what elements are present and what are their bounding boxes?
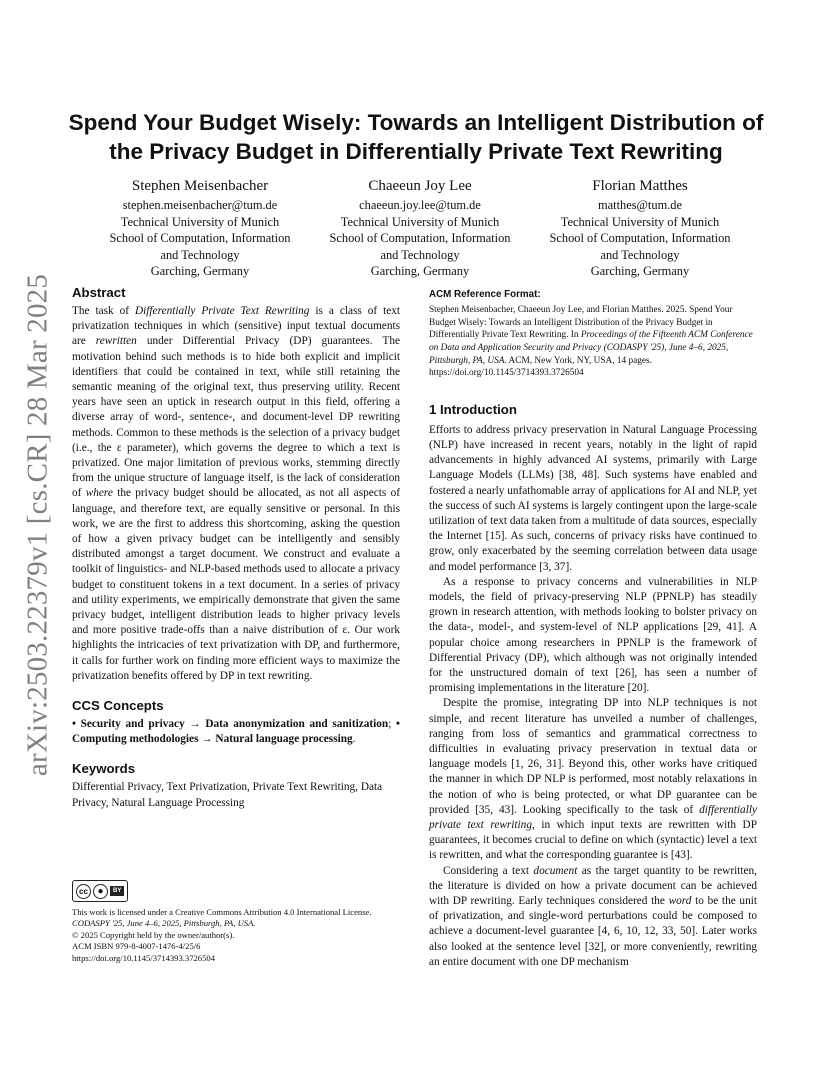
paragraph-part: to be the unit of privatization, and single-word perturbations could be composed to achieve a document-level guarantee [4, 6, 10, 12, 33, 50]. Later works also looked at the sentence level [32], or more conveniently, rewriting an entire document with one DP mechanism [429, 895, 757, 968]
intro-paragraph-4 [429, 864, 757, 970]
author-department: School of Computation, Information [329, 231, 511, 245]
acm-reference-text [429, 304, 757, 380]
intro-paragraph-1: Efforts to address privacy preservation in Natural Language Processing (NLP) have increased in recent years, notably in the light of rapid advancements in highly advanced AI systems, primarily with Large Language Models (LLMs) [38, 48]. Such systems have enabled and fostered a nearly unfathomable array of applications for AI and NLP, yet the success of such AI systems is largely contingent upon the large-scale utilization of text data taken from a multitude of data sources, especially the Internet [15]. As such, concerns of privacy risks have continued to grow, only exacerbated by the seeming correlation between data usage and model performance [3, 37]. [429, 423, 757, 573]
right-column [429, 287, 757, 970]
abstract-emphasis: Differentially Private Text Rewriting [134, 305, 310, 317]
by-label: BY [110, 886, 124, 896]
author-email: stephen.meisenbacher@tum.de [122, 198, 278, 212]
ccs-heading: CCS Concepts [72, 698, 164, 714]
author-department: School of Computation, Information [549, 231, 731, 245]
paragraph-part: as the target quantity to be rewritten, the literature is divided on how a private document can be achieved with DP rewriting. Early techniques considered the [429, 864, 757, 908]
acm-reference-heading: ACM Reference Format: [429, 289, 541, 300]
cc-logo-icon: cc [76, 884, 91, 899]
author-name: Florian Matthes [592, 178, 688, 194]
abstract-text-part: The task of [72, 305, 135, 317]
license-isbn: ACM ISBN 979-8-4007-1476-4/25/6 [72, 941, 201, 952]
left-column [72, 285, 400, 811]
author-department-cont: and Technology [600, 247, 680, 262]
paragraph-part: , in which input texts are rewritten with DP guarantees, it becomes crucial to define on which (syntactic) level a text is rewritten, and what the corresponding guarantee is [43]. [429, 819, 757, 862]
author-affiliation: Technical University of Munich [120, 214, 280, 229]
license-block [72, 880, 402, 964]
cc-by-badge[interactable] [72, 880, 128, 902]
author-name: Stephen Meisenbacher [131, 178, 269, 194]
reference-venue: Proceedings of the Fifteenth ACM Conference on Data and Application Security and Privacy (CODASPY '25), June 4–6, 2025, Pittsburgh, PA, USA. [429, 330, 753, 366]
ccs-end: . [352, 733, 356, 746]
paragraph-emphasis: differentially private text rewriting [429, 803, 757, 832]
abstract-emphasis: where [85, 487, 113, 500]
intro-paragraph-3 [429, 696, 757, 863]
license-venue: CODASPY '25, June 4–6, 2025, Pittsburgh, PA, USA. [72, 918, 256, 929]
license-doi-link[interactable]: https://doi.org/10.1145/3714393.3726504 [72, 952, 215, 963]
introduction-heading: 1 Introduction [429, 401, 517, 417]
author-block [90, 176, 750, 280]
author-3 [530, 176, 750, 280]
reference-part: ACM, New York, NY, USA, 14 pages. https://doi.org/10.1145/3714393.3726504 [429, 355, 652, 379]
paragraph-part: Despite the promise, integrating DP into NLP techniques is not simple, and recent literature has unveiled a number of challenges, ranging from loss of semantics and grammatical correctness to difficulties in evaluating privacy preservation in textual data or language models [1, 26, 31]. Beyond this, other works have critiqued the manner in which DP NLP is performed, most notably relaxations in the notion of who is being protected, or what DP guarantee can be provided [35, 43]. Looking specifically to the task of [429, 697, 757, 816]
paragraph-emphasis: document [533, 864, 578, 877]
license-line: This work is licensed under a Creative Commons Attribution 4.0 International License. [72, 907, 372, 917]
ccs-concept-2: • Computing methodologies → Natural language processing [72, 718, 400, 746]
paper-title [60, 108, 772, 166]
abstract-text-part: the privacy budget should be allocated, as not all aspects of language, and therefore text, are equally sensitive or personal. In this work, we are the first to address this shortcoming, asking the question of how a given privacy budget can be intelligently and sensibly distributed amongst a target document. We construct and evaluate a toolkit of linguistics- and NLP-based methods used to allocate a privacy budget to constituent tokens in a text document. In a series of privacy and utility experiments, we empirically demonstrate that given the same privacy budget, intelligent distribution leads to higher privacy levels and more positive trade-offs than a naive distribution of ε. Our work highlights the intricacies of text privatization with DP, and furthermore, it calls for further work on finding more efficient ways to maximize the privatization benefits offered by DP in text rewriting. [72, 487, 400, 682]
abstract-heading: Abstract [72, 285, 126, 300]
author-department-cont: and Technology [380, 247, 460, 262]
title-line-2: the Privacy Budget in Differentially Private Text Rewriting [109, 139, 723, 164]
title-line-1: Spend Your Budget Wisely: Towards an Intelligent Distribution of [68, 110, 764, 135]
abstract-text [72, 304, 400, 684]
author-affiliation: Technical University of Munich [340, 214, 500, 229]
attribution-person-icon: ● [93, 884, 108, 899]
author-department-cont: and Technology [160, 247, 240, 262]
author-location: Garching, Germany [590, 264, 690, 278]
license-text [72, 907, 402, 964]
author-email: chaeeun.joy.lee@tum.de [359, 198, 481, 212]
ccs-concept-1: • Security and privacy → Data anonymization and sanitization [72, 718, 389, 731]
author-2 [310, 176, 530, 280]
keywords-heading: Keywords [72, 761, 136, 777]
abstract-emphasis: rewritten [95, 335, 137, 348]
ccs-text [72, 717, 400, 747]
paragraph-part: Considering a text [443, 864, 534, 877]
abstract-text-part: under Differential Privacy (DP) guarantees. The motivation behind such methods is to hide both explicit and implicit identifiers that could be contained in text, while still retaining the semantic meaning of the original text, thus preserving utility. Recent years have seen an uptick in research output in this field, offering a diverse array of word-, sentence-, and document-level DP rewriting methods. Common to these methods is the selection of a privacy budget (i.e., the ε parameter), which governs the degree to which a text is privatized. One major limitation of previous works, stemming directly from the unique structure of language itself, is the lack of consideration of [72, 335, 400, 500]
arxiv-identifier: arXiv:2503.22379v1 [cs.CR] 28 Mar 2025 [21, 273, 54, 777]
author-location: Garching, Germany [150, 264, 250, 278]
author-email: matthes@tum.de [597, 198, 683, 212]
author-location: Garching, Germany [370, 264, 470, 278]
ccs-separator: ; [388, 718, 397, 731]
author-name: Chaeeun Joy Lee [368, 178, 472, 194]
intro-paragraph-2: As a response to privacy concerns and vulnerabilities in NLP models, the field of privacy-preserving NLP (PPNLP) has steadily grown in research attention, with methods looking to bolster privacy on the data-, model-, and system-level of NLP applications [29, 41]. A popular choice among researchers in PPNLP is the framework of Differential Privacy (DP), which although was not originally intended for the unstructured domain of text [26], has seen a number of promising implementations in the literature [20]. [429, 575, 757, 695]
author-department: School of Computation, Information [109, 231, 291, 245]
abstract-text-part: is a class of text privatization techniques in which (sensitive) input textual documents are [72, 305, 401, 348]
license-copyright: © 2025 Copyright held by the owner/author(s). [72, 929, 235, 940]
author-1 [90, 176, 310, 280]
author-affiliation: Technical University of Munich [560, 214, 720, 229]
reference-part: Stephen Meisenbacher, Chaeeun Joy Lee, and Florian Matthes. 2025. Spend Your Budget Wisely: Towards an Intelligent Distribution of the Privacy Budget in Differentially Private Text Rewriting. In [429, 305, 733, 341]
arxiv-sidebar [18, 273, 58, 777]
paragraph-emphasis: word [668, 895, 692, 908]
keywords-text: Differential Privacy, Text Privatization, Private Text Rewriting, Data Privacy, Natural Language Processing [72, 781, 383, 809]
